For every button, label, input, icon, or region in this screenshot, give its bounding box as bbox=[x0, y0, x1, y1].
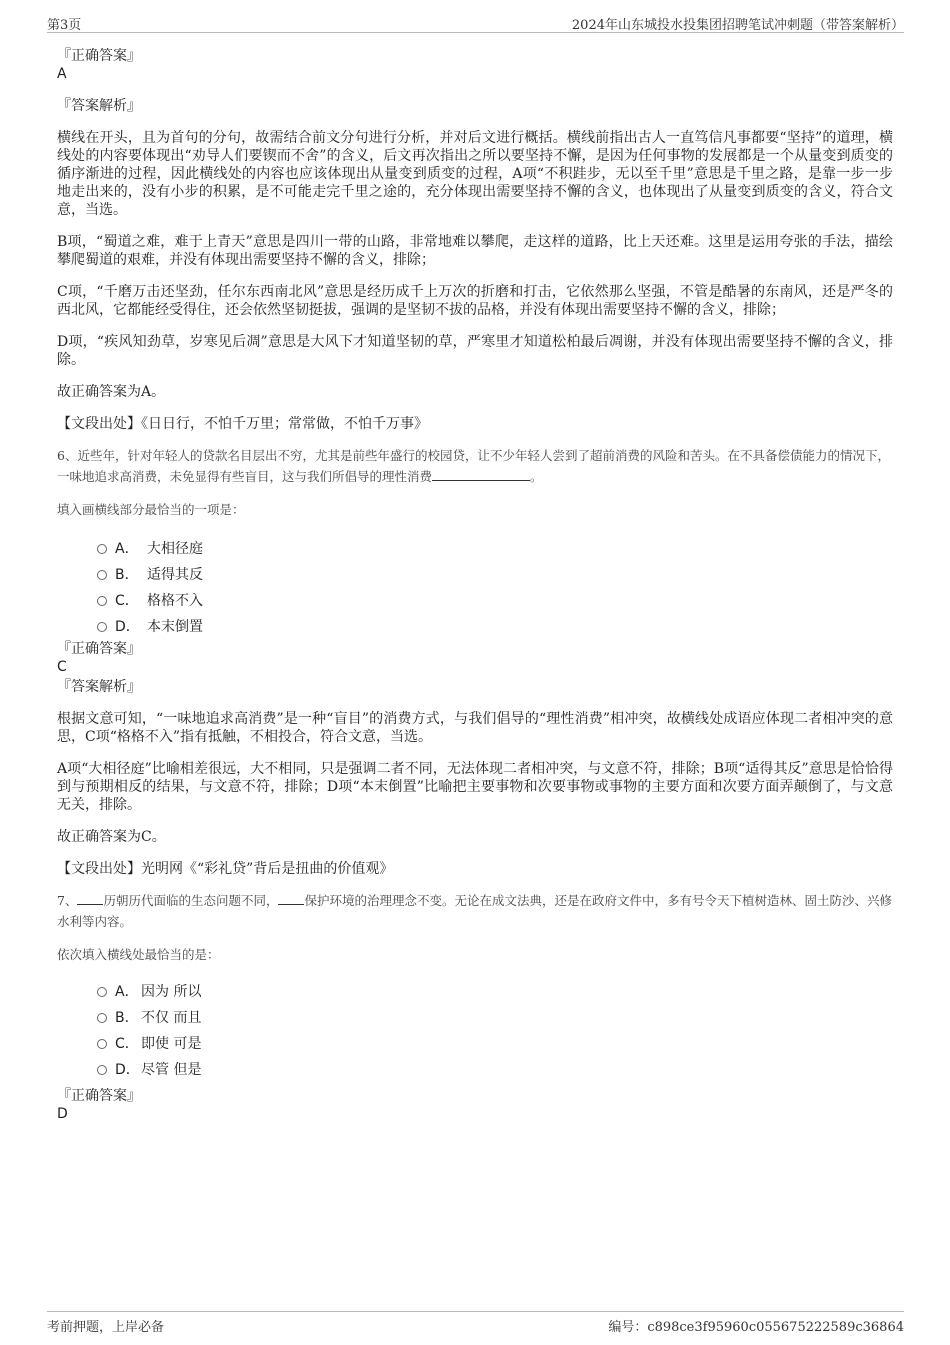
radio-icon[interactable] bbox=[97, 622, 107, 632]
radio-icon[interactable] bbox=[97, 570, 107, 580]
q5-analysis-para: 横线在开头，且为首句的分句，故需结合前文分句进行分析，并对后文进行概括。横线前指出古人一直笃信凡事都要“坚持”的道理，横线处的内容要体现出“劝导人们要锲而不舍”的含义，后文再次指出之所以要坚持不懈，是因为任何事物的发展都是一个从量变到质变的循序渐进的过程，因此横线处的内容也应该体现出从量变到质变的过程，A项“不积跬步，无以至千里”意思是千里之路，是靠一步一步地走出来的，没有小步的积累，是不可能走完千里之途的，充分体现出需要坚持不懈的含义，也体现出了从量变到质变的含义，符合文意，当选。 bbox=[57, 130, 893, 218]
q7-options bbox=[57, 979, 893, 1083]
q7-option-d[interactable]: D．尽管 但是 bbox=[57, 1057, 893, 1083]
q7-number: 7、 bbox=[57, 893, 78, 908]
q6-stem-end: 。 bbox=[530, 469, 543, 484]
footer-slogan: 考前押题，上岸必备 bbox=[47, 1320, 165, 1335]
q6-blank bbox=[432, 468, 530, 481]
q7-answer-label: 『正确答案』 bbox=[57, 1088, 141, 1104]
radio-icon[interactable] bbox=[97, 544, 107, 554]
page-header bbox=[47, 12, 904, 33]
q7-blank bbox=[77, 892, 103, 905]
q6-source: 【文段出处】光明网《“彩礼贷”背后是扭曲的价值观》 bbox=[57, 861, 394, 877]
page-number: 第3页 bbox=[47, 18, 82, 33]
q7-stem-text: 保护环境的治理理念不变。无论在成文法典，还是在政府文件中，多有号令天下植树造林、固土防沙、兴修水利等内容。 bbox=[57, 893, 892, 929]
q6-options bbox=[57, 536, 893, 640]
q6-analysis-label: 『答案解析』 bbox=[57, 679, 141, 695]
document-code: 编号：c898ce3f95960c055675222589c36864 bbox=[608, 1320, 904, 1335]
radio-icon[interactable] bbox=[97, 987, 107, 997]
q6-option-d[interactable]: D． 本末倒置 bbox=[57, 614, 893, 640]
page-content bbox=[57, 45, 893, 1123]
radio-icon[interactable] bbox=[97, 1065, 107, 1075]
q6-answer: C bbox=[57, 659, 67, 675]
radio-icon[interactable] bbox=[97, 1039, 107, 1049]
q5-analysis-para: B项，“蜀道之难，难于上青天”意思是四川一带的山路，非常地难以攀爬，走这样的道路，比上天还难。这里是运用夸张的手法，描绘攀爬蜀道的艰难，并没有体现出需要坚持不懈的含义，排除； bbox=[57, 234, 893, 268]
q6-answer-label: 『正确答案』 bbox=[57, 641, 141, 657]
q5-source: 【文段出处】《日日行，不怕千万里；常常做，不怕千万事》 bbox=[57, 416, 428, 432]
q6-option-a[interactable]: A． 大相径庭 bbox=[57, 536, 893, 562]
q5-answer: A bbox=[57, 66, 67, 82]
document-title: 2024年山东城投水投集团招聘笔试冲刺题（带答案解析） bbox=[571, 18, 904, 33]
q6-option-c[interactable]: C． 格格不入 bbox=[57, 588, 893, 614]
q7-prompt: 依次填入横线处最恰当的是： bbox=[57, 947, 220, 962]
q6-conclusion: 故正确答案为C。 bbox=[57, 829, 166, 845]
page-footer bbox=[47, 1311, 904, 1336]
q7-option-b[interactable]: B． 不仅 而且 bbox=[57, 1005, 893, 1031]
q6-stem-text: 6、近些年，针对年轻人的贷款名目层出不穷，尤其是前些年盛行的校园贷，让不少年轻人尝到了超前消费的风险和苦头。在不具备偿债能力的情况下，一味地追求高消费，未免显得有些盲目，这与我们所倡导的理性消费 bbox=[57, 448, 890, 484]
q6-stem bbox=[57, 445, 893, 487]
q7-stem-text: 历朝历代面临的生态问题不同， bbox=[103, 893, 279, 908]
radio-icon[interactable] bbox=[97, 1013, 107, 1023]
q5-answer-label: 『正确答案』 bbox=[57, 48, 141, 64]
q7-answer: D bbox=[57, 1106, 68, 1122]
q5-analysis-para: C项，“千磨万击还坚劲，任尔东西南北风”意思是经历成千上万次的折磨和打击，它依然那么坚强，不管是酷暑的东南风，还是严冬的西北风，它都能经受得住，还会依然坚韧挺拔，强调的是坚韧不拔的品格，并没有体现出需要坚持不懈的含义，排除； bbox=[57, 284, 893, 318]
q5-analysis-label: 『答案解析』 bbox=[57, 98, 141, 114]
q5-conclusion: 故正确答案为A。 bbox=[57, 384, 166, 400]
q6-analysis-para: 根据文意可知，“一味地追求高消费”是一种“盲目”的消费方式，与我们倡导的“理性消费”相冲突，故横线处成语应体现二者相冲突的意思，C项“格格不入”指有抵触，不相投合，符合文意，当选。 bbox=[57, 711, 893, 745]
q7-blank bbox=[278, 892, 304, 905]
q6-option-b[interactable]: B． 适得其反 bbox=[57, 562, 893, 588]
q7-option-c[interactable]: C． 即使 可是 bbox=[57, 1031, 893, 1057]
q6-prompt: 填入画横线部分最恰当的一项是： bbox=[57, 502, 245, 517]
q7-stem bbox=[57, 890, 893, 932]
q6-analysis-para: A项“大相径庭”比喻相差很远，大不相同，只是强调二者不同，无法体现二者相冲突，与文意不符，排除；B项“适得其反”意思是恰恰得到与预期相反的结果，与文意不符，排除；D项“本末倒置”比喻把主要事物和次要事物或事物的主要方面和次要方面弄颠倒了，与文意无关，排除。 bbox=[57, 761, 893, 813]
q5-analysis-para: D项，“疾风知劲草，岁寒见后凋”意思是大风下才知道坚韧的草，严寒里才知道松柏最后凋谢，并没有体现出需要坚持不懈的含义，排除。 bbox=[57, 334, 893, 368]
q7-option-a[interactable]: A． 因为 所以 bbox=[57, 979, 893, 1005]
radio-icon[interactable] bbox=[97, 596, 107, 606]
